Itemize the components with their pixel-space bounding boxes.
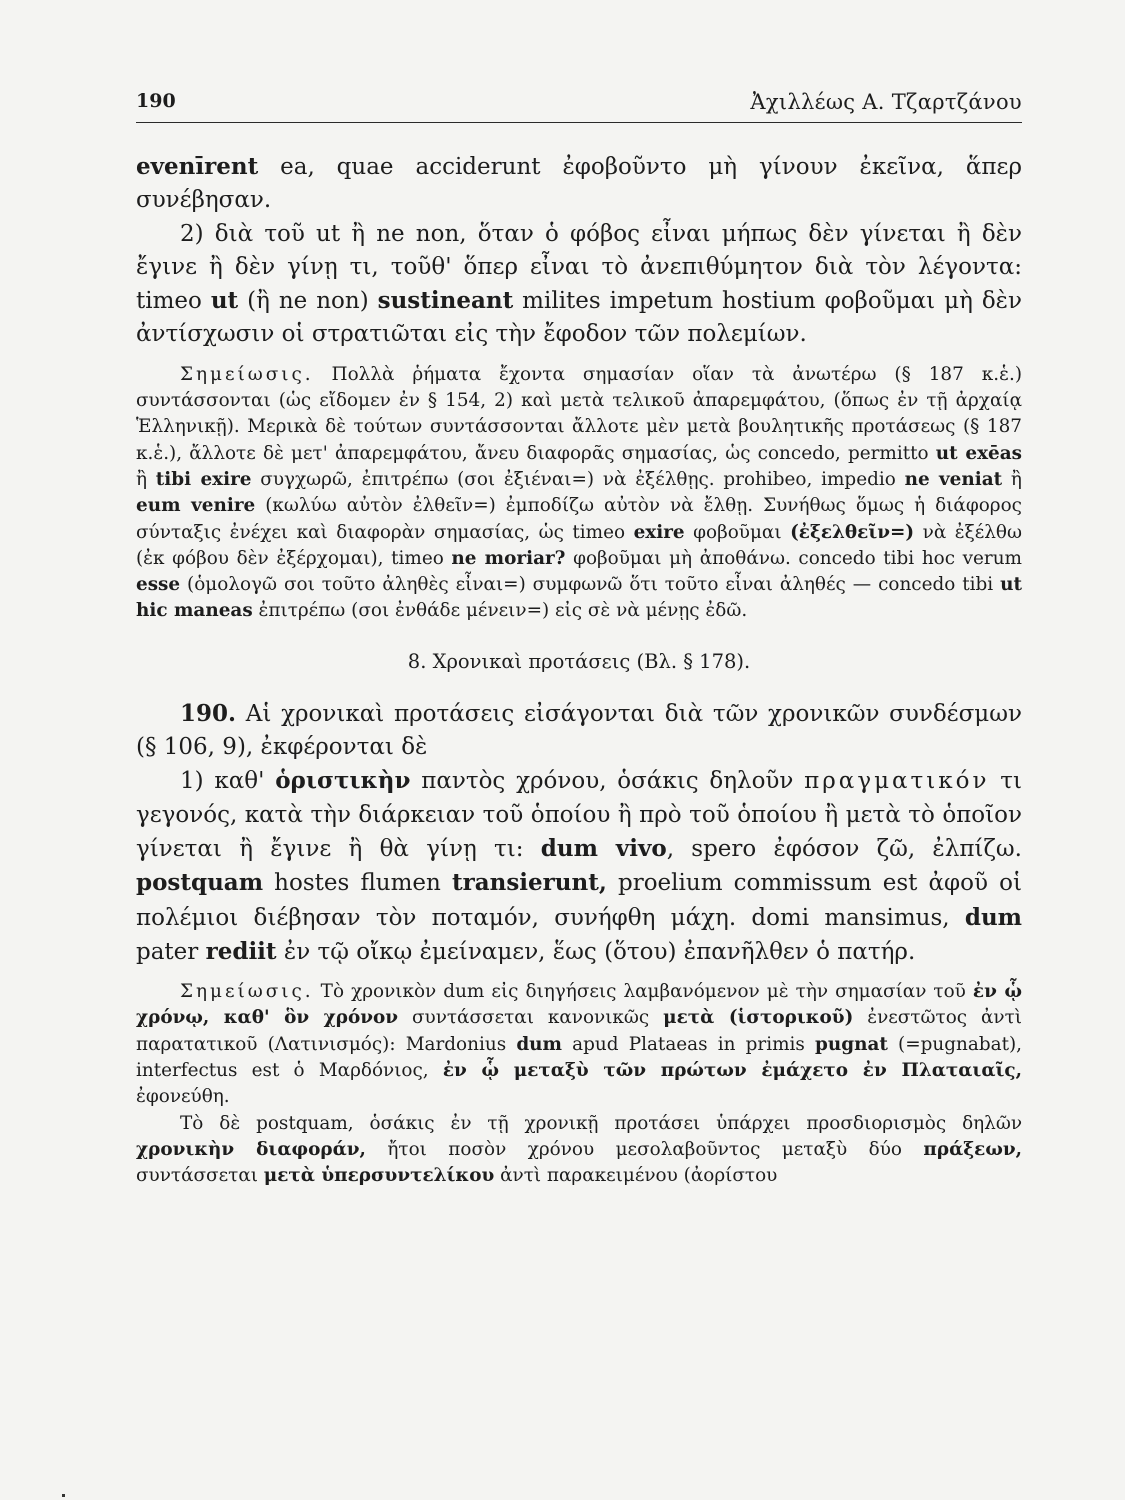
section-title: 8. Χρονικαὶ προτάσεις (Βλ. § 178). [407, 649, 751, 673]
paragraph-190: 190. Αἱ χρονικαὶ προτάσεις εἰσάγονται διὰ τῶν χρονικῶν συνδέσμων (§ 106, 9), ἐκφέρονται δὲ [136, 699, 1022, 761]
list-item-indicative: 1) καθ' ὁριστικὴν παντὸς χρόνου, ὁσάκις δηλοῦν πραγματικόν τι γεγονός, κατὰ τὴν διάρκειαν τοῦ ὁποίου ἢ πρὸ τοῦ ὁποίου ἢ μετὰ τὸ ὁποῖον γίνεται ἢ ἔγινε ἢ θὰ γίνῃ τι: dum vivo, spero ἐφόσον ζῶ, ἐλπίζω. postquam hostes flumen transierunt, proelium commissum est ἀφοῦ οἱ πολέμιοι διέβησαν τὸν ποταμόν, συνήφθη μάχη. domi mansimus, dum pater rediit ἐν τῷ οἴκῳ ἐμείναμεν, ἕως (ὅτου) ἐπανῆλθεν ὁ πατήρ. [136, 767, 1023, 965]
page-header [136, 88, 1022, 123]
paragraph-ut-ne-non: 2) διὰ τοῦ ut ἢ ne non, ὅταν ὁ φόβος εἶναι μήπως δὲν γίνεται ἢ δὲν ἔγινε ἢ δὲν γίνῃ τι, τοῦθ' ὅπερ εἶναι τὸ ἀνεπιθύμητον διὰ τὸν λέγοντα: timeo ut (ἢ ne non) sustineant milites impetum hostium φοβοῦμαι μὴ δὲν ἀντίσχωσιν οἱ στρατιῶται εἰς τὴν ἔφοδον τῶν πολεμίων. [136, 220, 1022, 348]
scan-speck [62, 1494, 65, 1497]
paragraph-continuation: evenīrent ea, quae acciderunt ἐφοβοῦντο μὴ γίνουν ἐκεῖνα, ἅπερ συνέβησαν. [136, 153, 1022, 214]
latin-term: evenīrent [136, 153, 259, 180]
running-head: Ἀχιλλέως Α. Τζαρτζάνου [750, 90, 1022, 114]
paragraph-postquam: Τὸ δὲ postquam, ὁσάκις ἐν τῇ χρονικῇ προτάσει ὑπάρχει προσδιορισμὸς δηλῶν χρονικὴν διαφοράν, ἤτοι ποσὸν χρόνου μεσολαβοῦντος μεταξὺ δύο πράξεων, συντάσσεται μετὰ ὑπερσυντελίκου ἀντὶ παρακειμένου (ἀορίστου [136, 1112, 1022, 1187]
paragraph-number: 190. [180, 699, 237, 727]
latin-term: ut [210, 287, 239, 315]
note-label: Σημείωσις. [180, 981, 314, 1003]
note-paragraph: Σημείωσις. Τὸ χρονικὸν dum εἰς διηγήσεις λαμβανόμενον μὲ τὴν σημασίαν τοῦ ἐν ᾧ χρόνῳ, καθ' ὃν χρόνον συντάσσεται κανονικῶς μετὰ (ἱστορικοῦ) ἐνεστῶτος ἀντὶ παρατατικοῦ (Λατινισμός): Mardonius dum apud Plataeas in primis pugnat (=pugnabat), interfectus est ὁ Μαρδόνιος, ἐν ᾧ μεταξὺ τῶν πρώτων ἐμάχετο ἐν Πλαταιαῖς, ἐφονεύθη. [136, 981, 1023, 1108]
note-label: Σημείωσις. [180, 363, 314, 385]
note-paragraph: Σημείωσις. Πολλὰ ῥήματα ἔχοντα σημασίαν οἵαν τὰ ἀνωτέρω (§ 187 κ.ἑ.) συντάσσονται (ὡς εἴδομεν ἐν § 154, 2) καὶ μετὰ τελικοῦ ἀπαρεμφάτου, (ὅπως ἐν τῇ ἀρχαίᾳ Ἑλληνικῇ). Μερικὰ δὲ τούτων συντάσσονται ἄλλοτε μὲν μετὰ βουλητικῆς προτάσεως (§ 187 κ.ἑ.), ἄλλοτε δὲ μετ' ἀπαρεμφάτου, ἄνευ διαφορᾶς σημασίας, ὡς concedo, permitto ut exēas ἢ tibi exire συγχωρῶ, ἐπιτρέπω (σοι ἐξιέναι=) νὰ ἐξέλθῃς. prohibeo, impedio ne veniat ἢ eum venire (κωλύω αὐτὸν ἐλθεῖν=) ἐμποδίζω αὐτὸν νὰ ἔλθῃ. Συνήθως ὅμως ἡ διάφορος σύνταξις ἐνέχει καὶ διαφορὰν σημασίας, ὡς timeo exire φοβοῦμαι (ἐξελθεῖν=) νὰ ἐξέλθω (ἐκ φόβου δὲν ἐξέρχομαι), timeo ne moriar? φοβοῦμαι μὴ ἀποθάνω. concedo tibi hoc verum esse (ὁμολογῶ σοι τοῦτο ἀληθὲς εἶναι=) συμφωνῶ ὅτι τοῦτο εἶναι ἀληθές — concedo tibi ut hic maneas ἐπιτρέπω (σοι ἐνθάδε μένειν=) εἰς σὲ νὰ μένῃς ἐδῶ. [136, 363, 1023, 622]
page-number: 190 [136, 90, 176, 112]
body-text [136, 150, 1022, 1190]
latin-term: sustineant [377, 287, 514, 315]
